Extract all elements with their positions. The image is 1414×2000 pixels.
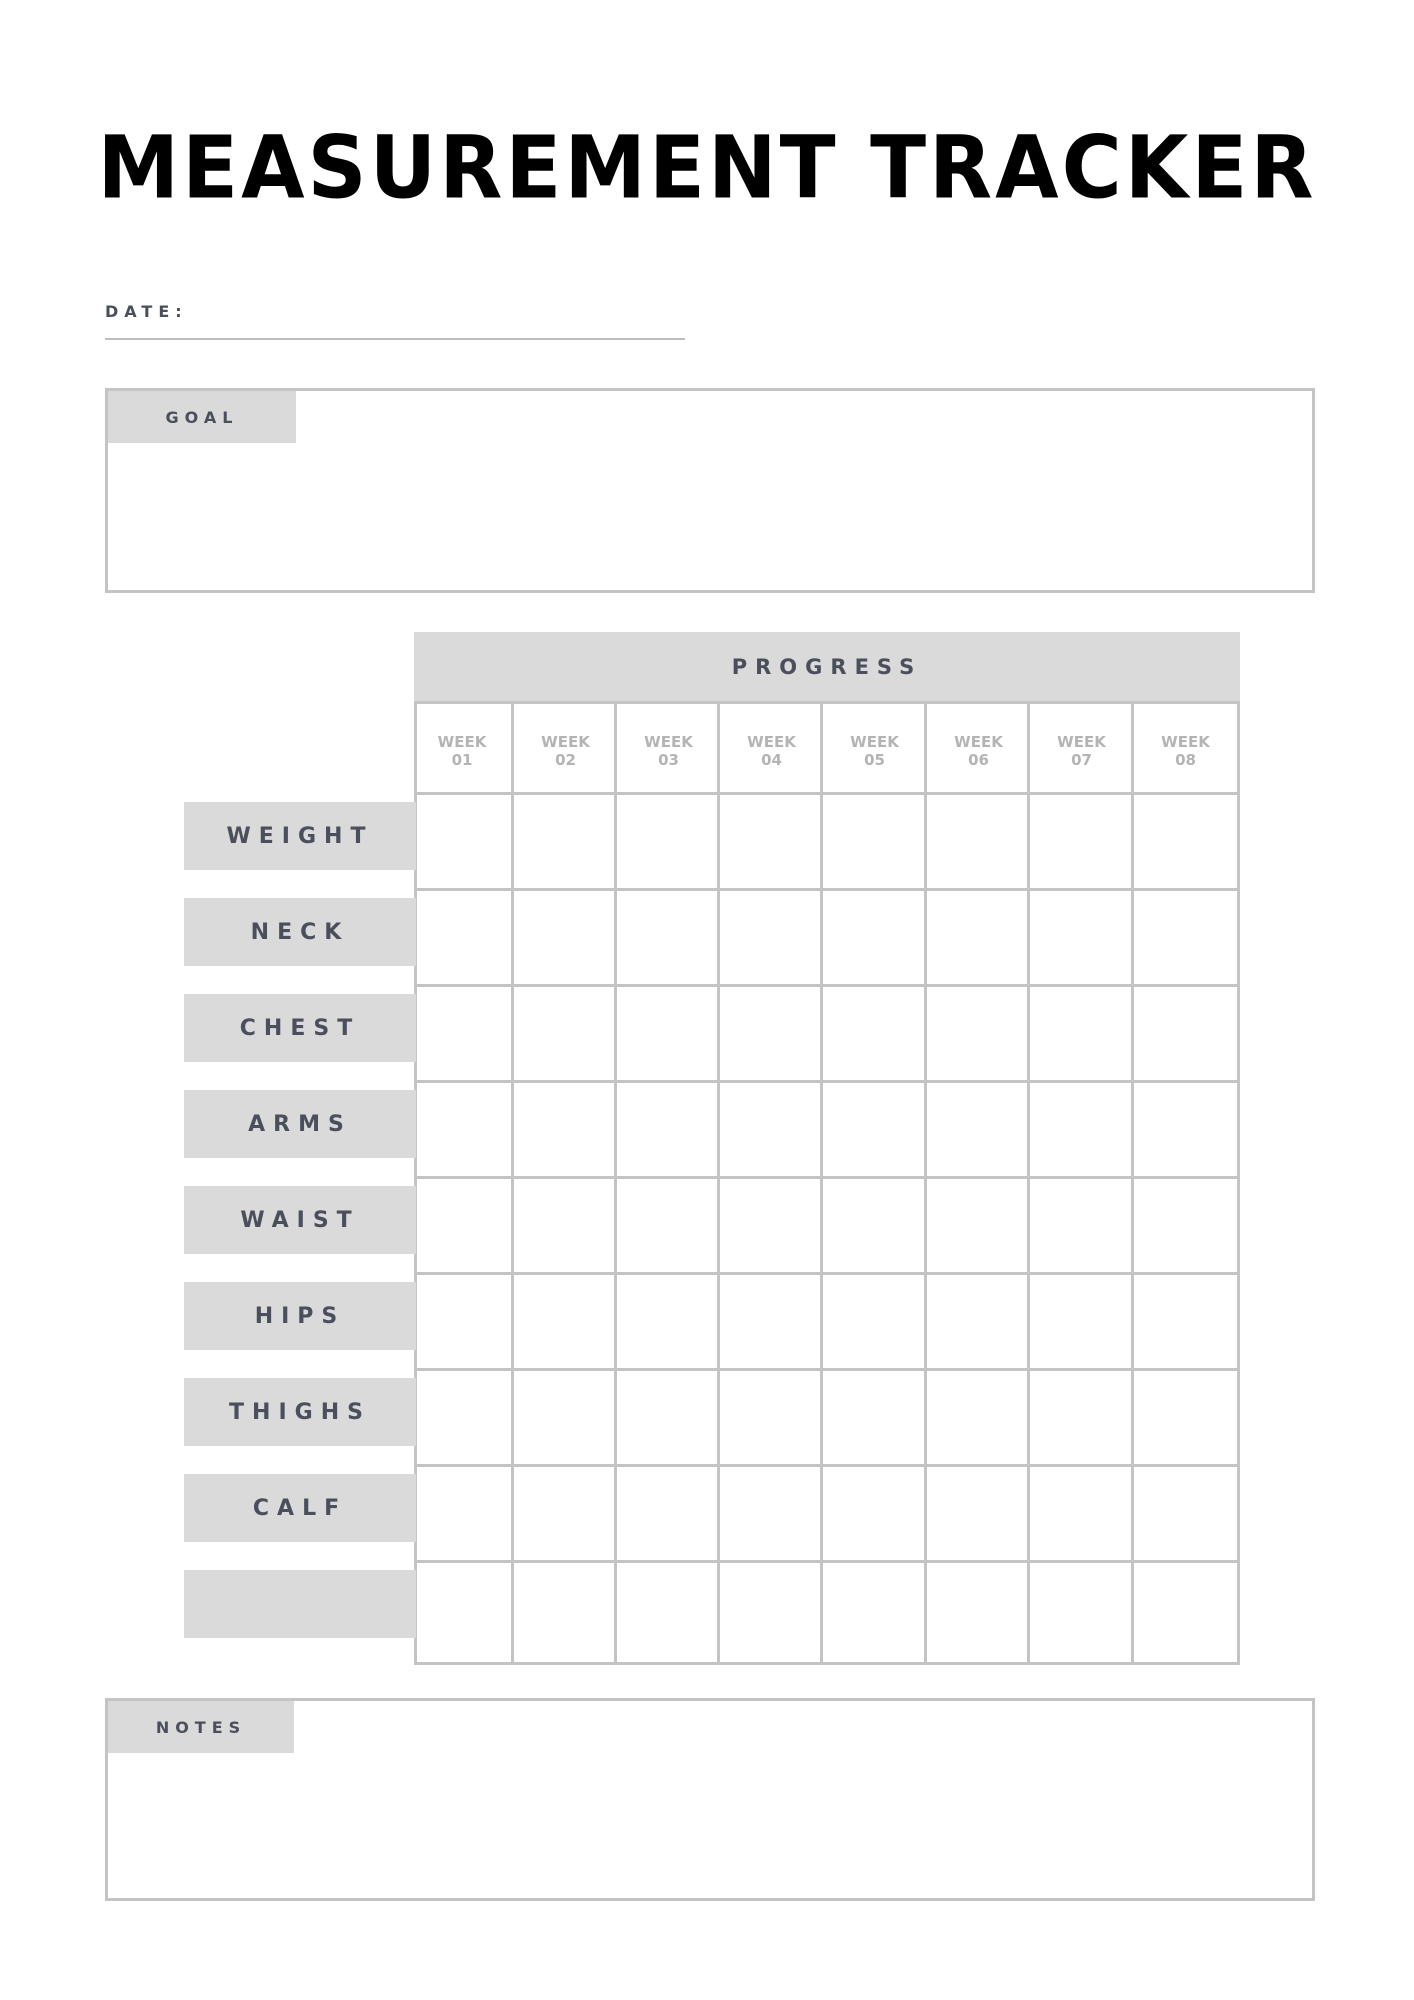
- date-label: DATE:: [105, 302, 188, 321]
- grid-hline: [417, 1464, 1237, 1467]
- goal-label: GOAL: [108, 391, 296, 443]
- row-label-neck: NECK: [184, 898, 416, 966]
- row-label-hips: HIPS: [184, 1282, 416, 1350]
- week-header: [927, 733, 1030, 769]
- grid-vline: [924, 704, 927, 1662]
- grid-hline: [417, 1368, 1237, 1371]
- week-header: [1030, 733, 1133, 769]
- grid-hline: [417, 1176, 1237, 1179]
- grid-vline: [614, 704, 617, 1662]
- grid-hline: [417, 984, 1237, 987]
- week-header-number: 03: [658, 751, 679, 769]
- notes-label: NOTES: [108, 1701, 294, 1753]
- week-header-line1: WEEK: [1161, 733, 1210, 751]
- grid-vline: [1131, 704, 1134, 1662]
- row-label-thighs: THIGHS: [184, 1378, 416, 1446]
- week-header-line1: WEEK: [1057, 733, 1106, 751]
- progress-grid: [414, 701, 1240, 1665]
- row-label-blank[interactable]: [184, 1570, 416, 1638]
- week-header-number: 01: [451, 751, 473, 769]
- grid-hline: [417, 1080, 1237, 1083]
- week-header-line1: WEEK: [747, 733, 796, 751]
- grid-hline: [417, 1560, 1237, 1563]
- week-header-number: 04: [761, 751, 782, 769]
- goal-box[interactable]: [105, 388, 1315, 593]
- week-header: [720, 733, 823, 769]
- grid-vline: [820, 704, 823, 1662]
- week-header-number: 02: [555, 751, 576, 769]
- progress-header: PROGRESS: [414, 632, 1240, 701]
- week-header-line1: WEEK: [644, 733, 693, 751]
- week-header-line1: WEEK: [850, 733, 899, 751]
- grid-hline: [417, 792, 1237, 795]
- date-input-line[interactable]: [105, 338, 685, 340]
- week-header: [413, 733, 511, 769]
- week-header-number: 08: [1175, 751, 1196, 769]
- grid-hline: [417, 1272, 1237, 1275]
- grid-vline: [1027, 704, 1030, 1662]
- row-label-arms: ARMS: [184, 1090, 416, 1158]
- grid-vline: [717, 704, 720, 1662]
- week-header-line1: WEEK: [954, 733, 1003, 751]
- grid-hline: [417, 888, 1237, 891]
- row-label-calf: CALF: [184, 1474, 416, 1542]
- notes-box[interactable]: [105, 1698, 1315, 1901]
- week-header: [617, 733, 720, 769]
- week-header: [1134, 733, 1237, 769]
- page-title: MEASUREMENT TRACKER: [97, 118, 1317, 219]
- week-header: [823, 733, 926, 769]
- week-header-number: 07: [1071, 751, 1092, 769]
- week-header-line1: WEEK: [541, 733, 590, 751]
- week-header-number: 05: [864, 751, 885, 769]
- row-label-weight: WEIGHT: [184, 802, 416, 870]
- row-label-waist: WAIST: [184, 1186, 416, 1254]
- week-header: [514, 733, 617, 769]
- grid-vline: [511, 704, 514, 1662]
- week-header-number: 06: [968, 751, 989, 769]
- row-label-chest: CHEST: [184, 994, 416, 1062]
- week-header-line1: WEEK: [437, 733, 487, 751]
